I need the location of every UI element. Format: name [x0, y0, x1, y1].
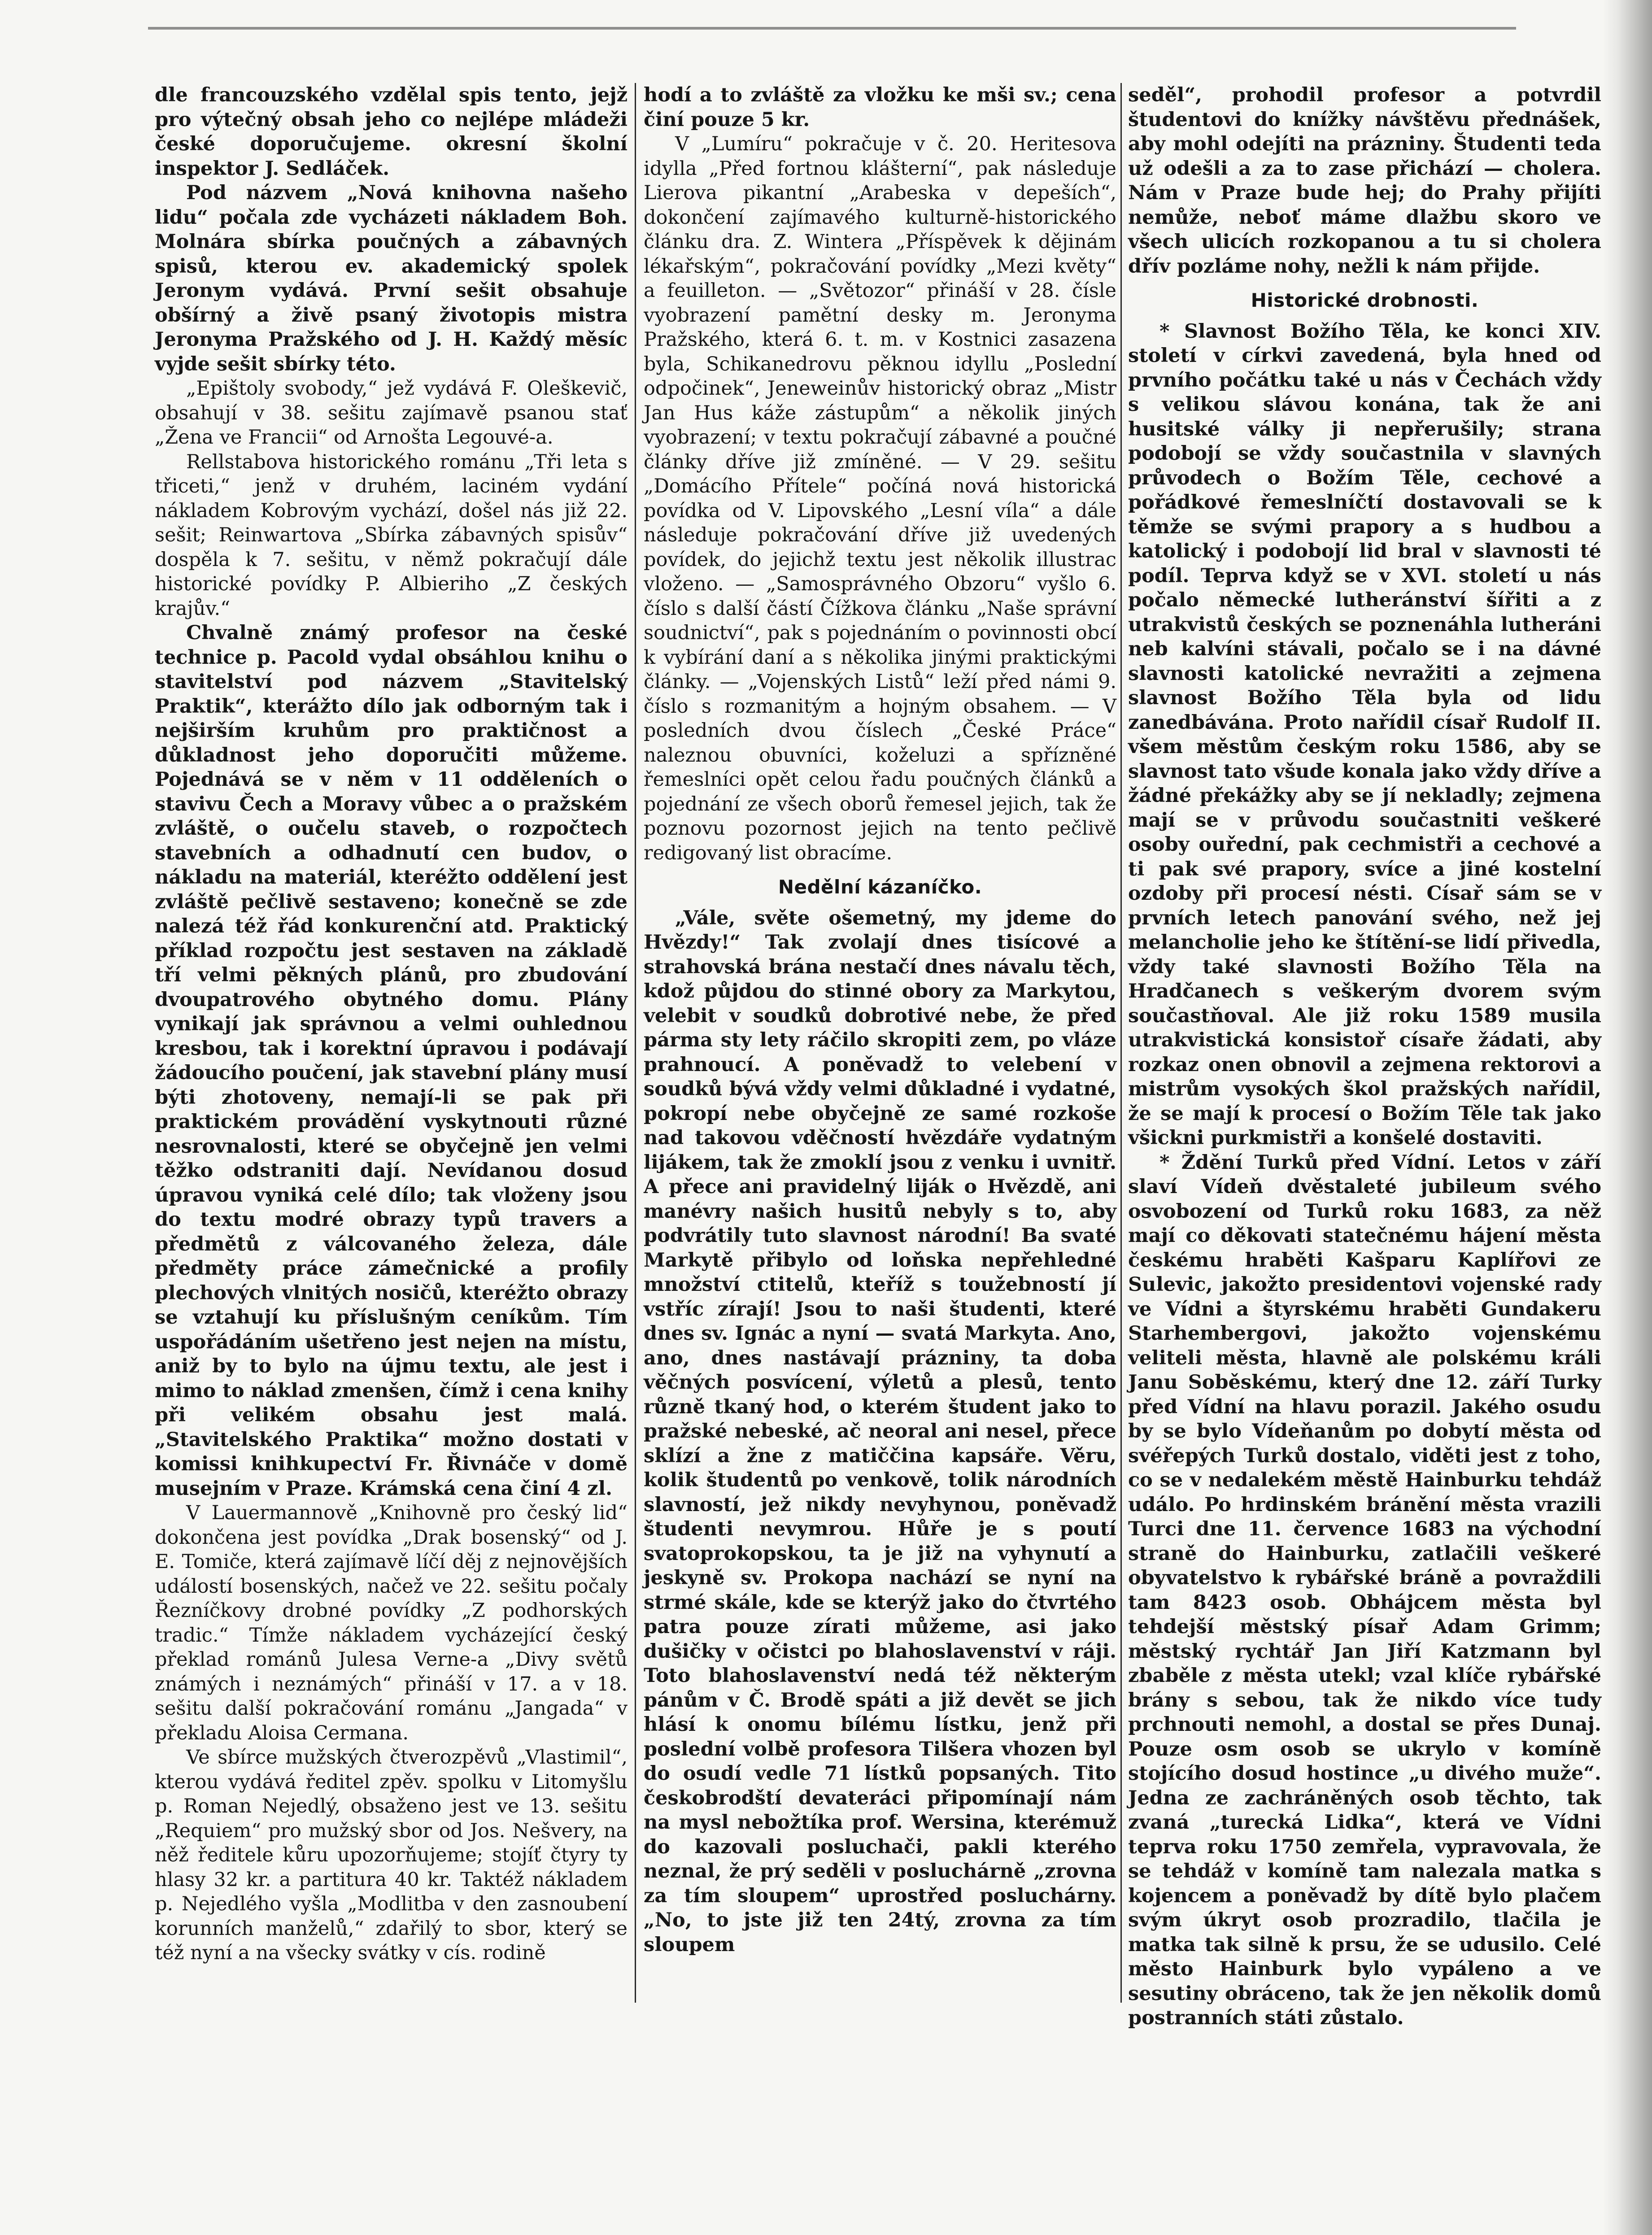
paragraph: seděl“, prohodil profesor a potvrdil študentovi do knížky návštěvu přednášek, aby mohl odejíti na prázniny. Študenti teda už odešli a za to zase přichází — cholera. Nám v Praze bude hej; do Prahy přijíti nemůže, neboť máme dlažbu skoro ve všech ulicích rozkopanou a tu si cholera dřív pozláme nohy, nežli k nám přijde.: [1128, 84, 1601, 278]
paragraph: „Epištoly svobody,“ jež vydává F. Oleškevič, obsahují v 38. sešitu zajímavě psanou stať „Žena ve Francii“ od Arnošta Legouvé-a.: [155, 377, 628, 449]
column-middle: [644, 83, 1116, 1994]
paragraph: * Ždění Turků před Vídní. Letos v září slaví Vídeň dvěstaleté jubileum svého osvobození od Turků roku 1683, za něž mají co děkovati statečnému hájení města českému hraběti Kašparu Kaplířovi ze Sulevic, jakožto presidentovi vojenské rady ve Vídni a štyrskému hraběti Gundakeru Starhembergovi, jakožto vojenskému veliteli města, hlavně ale polskému králi Janu Soběskému, který dne 12. září Turky před Vídní na hlavu porazil. Jakého osudu by se bylo Vídeňanům po dobytí města od svéřepých Turků dostalo, viděti jest z toho, co se v nedalekém městě Hainburku tehdáž událo. Po hrdinském bránění města vrazili Turci dne 11. července 1683 na východní straně do Hainburku, zatlačili veškeré obyvatelstvo k rybářské bráně a povraždili tam 8423 osob. Obhájcem města byl tehdejší městský písař Adam Grimm; městský rychtář Jan Jiří Katzmann byl zbaběle z města utekl; vzal klíče rybářské brány s sebou, tak že nikdo více tudy prchnouti nemohl, a dostal se přes Dunaj. Pouze osm osob se ukrylo v komíně stojícího dosud hostince „u divého muže“. Jedna ze zachráněných osob těchto, tak zvaná „turecká Lidka“, která ve Vídni teprva roku 1750 zemřela, vypravovala, že se tehdáž v komíně tam nalezala matka s kojencem a poněvadž by dítě bylo plačem svým úkryt osob prozradilo, tlačila je matka tak silně k prsu, že se udusilo. Celé město Hainburk bylo vypáleno a ve sesutiny obráceno, tak že jen několik domů postranních státi zůstalo.: [1128, 1151, 1601, 2029]
column-divider-2: [1120, 83, 1122, 2003]
paragraph: Chvalně známý profesor na české technice p. Pacold vydal obsáhlou knihu o stavitelství pod názvem „Stavitelský Praktik“, kterážto dílo jak odborným tak i nejširším kruhům pro praktičnost a důkladnost jeho doporučiti můžeme. Pojednává se v něm v 11 odděleních o stavivu Čech a Moravy vůbec a o pražském zvláště, o oučelu staveb, o rozpočtech stavebních a odhadnutí cen budov, o nákladu na materiál, kteréžto oddělení jest zvláště pečlivě sestaveno; konečně se zde nalezá též řád konkurenční atd. Praktický příklad rozpočtu jest sestaven na základě tří velmi pěkných plánů, pro zbudování dvoupatrového obytného domu. Plány vynikají jak správnou a velmi ouhlednou kresbou, tak i korektní úpravou i podávají žádoucího poučení, jak stavební plány musí býti zhotoveny, nemají-li se pak při praktickém provádění vyskytnouti různé nesrovnalosti, které se obyčejně jen velmi těžko odstraniti dají. Nevídanou dosud úpravou vyniká celé dílo; tak vloženy jsou do textu modré obrazy typů travers a předmětů z válcovaného železa, dále předměty práce zámečnické a profily plechových vlnitých nosičů, kteréžto obrazy se vztahují ku příslušným ceníkům. Tím uspořádáním ušetřeno jest nejen na místu, aniž by to bylo na újmu textu, ale jest i mimo to náklad zmenšen, čímž i cena knihy při velikém obsahu jest malá. „Stavitelského Praktika“ možno dostati v komissi knihkupectví Fr. Řivnáče v domě musejním v Praze. Krámská cena činí 4 zl.: [155, 622, 628, 1500]
paragraph: * Slavnost Božího Těla, ke konci XIV. století v církvi zavedená, byla hned od prvního počátku také u nás v Čechách vždy s velikou slávou konána, tak že ani husitské války ji nepřerušily; strana podobojí se vždy součastnila v slavných průvodech o Božím Těle, cechové a pořádkové řemeslníčtí dostavovali se k těmže se svými prapory a s hudbou a katolický i podobojí lid bral v slavnosti té podíl. Teprva když se v XVI. století u nás počalo německé lutheránství šířiti a z utrakvistů českých se poznenáhla lutheráni neb kalvíni stávali, počalo se i na dávné slavnosti katolické nevražiti a zejmena slavnost Božího Těla byla od lidu zanedbávána. Proto nařídil císař Rudolf II. všem městům českým roku 1586, aby se slavnost tato všude konala jako vždy dříve a žádné překážky aby se jí nekladly; zejmena mají se v průvodu součastniti veškeré osoby ouřední, pak cechmistři a cechové a ti pak své prapory, svíce a jiné kostelní ozdoby při procesí nésti. Císař sám se v prvních letech panování svého, než jej melancholie jeho ke štítění-se lidí přivedla, vždy také slavnosti Božího Těla na Hradčanech s veškerým dvorem svým součastňoval. Ale již roku 1589 musila utrakvistická konsistoř císaře žádati, aby rozkaz onen obnovil a zejmena rektorovi a mistrům vysokých škol pražských nařídil, že se mají k procesí o Božím Těle tak jako všickni purkmistři a konšelé dostaviti.: [1128, 320, 1601, 1149]
paragraph: Pod názvem „Nová knihovna našeho lidu“ počala zde vycházeti nákladem Boh. Molnára sbírka poučných a zábavných spisů, kterou ev. akademický spolek Jeronym vydává. První sešit obsahuje obšírný a živě psaný životopis mistra Jeronyma Pražského od J. H. Každý měsíc vyjde sešit sbírky této.: [155, 182, 628, 375]
column-left: [155, 83, 628, 1994]
section-heading: Historické drobnosti.: [1251, 289, 1479, 311]
paragraph: „Vále, světe ošemetný, my jdeme do Hvězdy!“ Tak zvolají dnes tisícové a strahovská brána nestačí dnes návalu těch, kdož půjdou do stinné obory za Markytou, velebit v soudků dobrotivé nebe, že před pármа sty lety ráčilo skropiti zem, po vláze prahnoucí. A poněvadž to velebení v soudků bývá vždy velmi důkladné i vydatné, pokropí nebe obyčejně ze samé rozkoše nad takovou vděčností hvězdáře vydatným lijákem, tak že zmoklí jsou z venku i uvnitř. A přece ani pravidelný liják o Hvězdě, ani manévry našich husitů nebyly s to, aby podvrátily tuto slavnost národní! Ba svaté Markytě přibylo od loňska nepřehledné množství ctitelů, kteříž s toužebností jí vstříc zírají! Jsou to naši študenti, které dnes sv. Ignác a nyní — svatá Markyta. Ano, ano, dnes nastávají prázniny, ta doba věčných posvícení, výletů a plesů, tento různě tkaný hod, o kterém študent jako to pražské nebeské, ač neoral ani nesel, přece sklízí a žne z matiččina kapsáře. Věru, kolik študentů po venkově, tolik národních slavností, jež nikdy nevyhynou, poněvadž študenti nevymrou. Hůře je s poutí svatoprokopskou, ta je již na vyhynutí a jeskyně sv. Prokopa nachází se nyní na strmé skále, kde se kterýž jako do čtvrtého patra pouze zírati můžeme, asi jako dušičky v očistci po blahoslavenství v ráji. Toto blahoslavenství nedá též některým pánům v Č. Brodě spáti a již devět se jich hlásí k onomu bílému lístku, jenž při poslední volbě profesora Tilšera vhozen byl do osudí vedle 71 lístků popsaných. Tito českobrodští devateráci připomínají nám na mysl nebožtíka prof. Wersina, kterémuž do kazovali posluchači, pakli kterého neznal, že prý seděli v posluchárně „zrovna za tím sloupem“ uprostřed posluchárny. „No, to jste již ten 24tý, zrovna za tím sloupem: [644, 906, 1116, 1956]
paragraph: Ve sbírce mužských čtverozpěvů „Vlastimil“, kterou vydává ředitel zpěv. spolku v Litomyšlu p. Roman Nejedlý, obsaženo jest ve 13. sešitu „Requiem“ pro mužský sbor od Jos. Nešvery, na něž ředitele kůru upozorňujeme; stojíť čtyry ty hlasy 32 kr. a partitura 40 kr. Taktéž nákladem p. Nejedlého vyšla „Modlitba v den zasnoubení korunních manželů,“ zdařilý to sbor, který se též nyní a na všecky svátky v cís. rodině: [155, 1746, 628, 1964]
section-heading: Nedělní kázaníčko.: [778, 876, 982, 898]
paragraph: V Lauermannově „Knihovně pro český lid“ dokončena jest povídka „Drak bosenský“ od J. E. Tomiče, která zajímavě líčí děj z nejnovějších událostí bosenských, načež ve 22. sešitu počaly Řezníčkovy drobné povídky „Z podhorských tradic.“ Tímže nákladem vycházející český překlad románů Julesa Verne-a „Divy světů známých i neznámých“ přináší v 17. a v 18. sešitu další pokračování románu „Jangada“ v překladu Aloisa Cermana.: [155, 1502, 628, 1744]
top-border-line: [148, 27, 1516, 30]
page-edge-shadow: [1603, 0, 1652, 2235]
paragraph: hodí a to zvláště za vložku ke mši sv.; cena činí pouze 5 kr.: [644, 84, 1116, 131]
paragraph: dle francouzského vzdělal spis tento, jejž pro výtečný obsah jeho co nejlépe mládeži české doporučujeme. okresní školní inspektor J. Sedláček.: [155, 84, 628, 180]
column-right: [1128, 83, 1601, 2029]
paragraph: V „Lumíru“ pokračuje v č. 20. Heritesova idylla „Před fortnou klášterní“, pak následuje Lierova pikantní „Arabeska v depeších“, dokončení zajímavého kulturně-historického článku dra. Z. Wintera „Příspěvek k dějinám lékařským“, pokračování povídky „Mezi květy“ a feuilleton. — „Světozor“ přináší v 28. čísle vyobrazení pamětní desky m. Jeronyma Pražského, která 6. t. m. v Kostnici zasazena byla, Schikanedrovu pěknou idyllu „Poslední odpočinek“, Jeneweinův historický obraz „Mistr Jan Hus káže zástupům“ a několik jiných vyobrazení; v textu pokračují zábavné a poučné články dříve již zmíněné. — V 29. sešitu „Domácího Přítele“ počíná nová historická povídka od V. Lipovského „Lesní víla“ a dále následuje pokračování dříve již uvedených povídek, do jejichž textu jest několik illustrac vloženo. — „Samosprávného Obzoru“ vyšlo 6. číslo s další částí Čížkova článku „Naše správní soudnictví“, pak s pojednáním o povinnosti obcí k vybírání daní a s několika jinými praktickými články. — „Vojenských Listů“ leží před námi 9. číslo s rozmanitým a hojným obsahem. — V posledních dvou číslech „České Práce“ naleznou obuvníci, koželuzi a spřízněné řemeslníci opět celou řadu poučných článků a pojednání ze všech oborů řemesel jejich, tak že poznovu pozornost jejich na tento pečlivě redigovaný list obracíme.: [644, 133, 1116, 864]
column-divider-1: [635, 83, 636, 2003]
paragraph: Rellstabova historického románu „Tři leta s třiceti,“ jenž v druhém, laciném vydání nákladem Kobrovým vychází, došel nás již 22. sešit; Reinwartova „Sbírka zábavných spisův“ dospěla k 7. sešitu, v němž pokračují dále historické povídky P. Albieriho „Z českých krajův.“: [155, 450, 628, 620]
